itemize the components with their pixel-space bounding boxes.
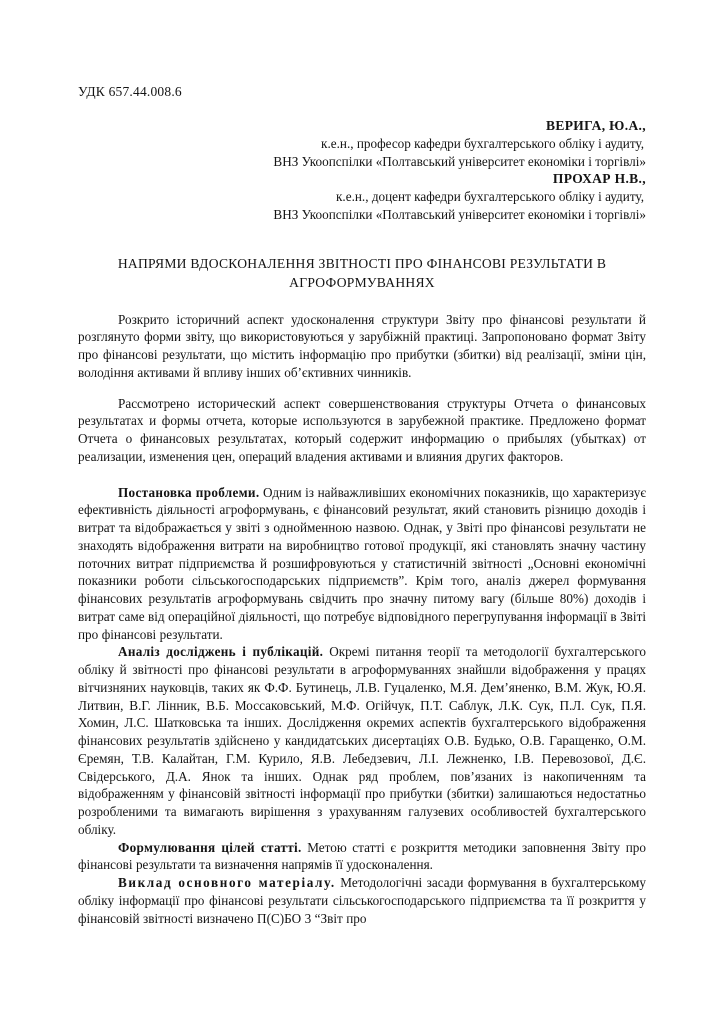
section-main-material: [78, 874, 646, 927]
section-article-goals: [78, 839, 646, 875]
section-body: Одним із найважливіших економічних показників, що характеризує ефективність діяльності агроформувань, є фінансовий результат, який становить різницю доходів і витрат та відображається у звіті з однойменною назвою. Однак, у Звіті про фінансові результати не знаходять відображення витрати на виробництво готової продукції, які становлять значну частину поточних витрат підприємства й розшифровуються у статистичній звітності „Основні економічні показники роботи сільськогосподарських підприємств”. Крім того, аналіз джерел формування фінансових результатів агроформувань свідчить про значну питому вагу (більше 80%) доходів і витрат саме від операційної діяльності, що потребує відповідного перегрупування інформації в Звіті про фінансові результати.: [78, 484, 646, 642]
section-body: Окремі питання теорії та методології бухгалтерського обліку й звітності про фінансові результати в агроформуваннях знайшли відображення у працях вітчизняних науковців, таких як Ф.Ф. Бутинець, Л.В. Гуцаленко, М.Я. Дем’яненко, В.М. Жук, Ю.Я. Литвин, В.Г. Лінник, В.Б. Моссаковський, М.Ф. Огійчук, П.Т. Саблук, Л.К. Сук, П.Л. Сук, П.Я. Хомин, Л.С. Шатковська та інших. Дослідження окремих аспектів бухгалтерського відображення фінансових результатів здійснено у кандидатських дисертаціях О.В. Будько, О.В. Гаращенко, О.М. Єремян, Т.В. Калайтан, Г.М. Курило, Я.В. Лебедзевич, Л.І. Лежненко, І.В. Перевозової, Д.Є. Свідерського, Д.А. Янок та інших. Однак ряд проблем, пов’язаних із накопиченням та відображенням у фінансовій звітності інформації про прибутки (збитки) залишаються недостатньо розробленими та вимагають вирішення з урахуванням галузевих особливостей бухгалтерського обліку.: [78, 644, 646, 837]
author-entry-2: [78, 170, 646, 224]
author-affiliation: ВНЗ Укоопспілки «Полтавський університет економіки і торгівлі»: [273, 153, 646, 169]
section-problem-statement: [78, 484, 646, 644]
section-heading: Виклад основного матеріалу.: [118, 875, 336, 891]
udc-code: УДК 657.44.008.6: [78, 84, 182, 99]
section-heading: Формулювання цілей статті.: [118, 839, 302, 855]
section-heading: Постановка проблеми.: [118, 484, 260, 500]
section-heading: Аналіз досліджень і публікацій.: [118, 644, 324, 660]
author-role: к.е.н., професор кафедри бухгалтерського обліку і аудиту,: [321, 135, 644, 151]
section-body: Методологічні засади формування в бухгалтерському обліку інформації про фінансові результати сільськогосподарського підприємства та її розкриття у фінансовій звітності визначено П(С)БО 3 “Звіт про: [78, 875, 646, 926]
author-affiliation: ВНЗ Укоопспілки «Полтавський університет економіки і торгівлі»: [273, 207, 646, 223]
abstract-ukrainian: Розкрито історичний аспект удосконалення структури Звіту про фінансові результати й розглянуто форми звіту, що використовуються у зарубіжній практиці. Запропоновано формат Звіту про фінансові результати, що містить інформацію про прибутки (збитки) від реалізації, зміни цін, володіння активами й впливу інших об’єктивних чинників.: [78, 311, 646, 380]
page-title: НАПРЯМИ ВДОСКОНАЛЕННЯ ЗВІТНОСТІ ПРО ФІНАНСОВІ РЕЗУЛЬТАТИ В АГРОФОРМУВАННЯХ: [117, 256, 607, 291]
abstract-russian: Рассмотрено исторический аспект совершенствования структуры Отчета о финансовых результатах и формы отчета, которые используются в зарубежной практике. Предложено формат Отчета о финансовых результатах, который содержит информацию о прибылях (убытках) от реализации, изменения цен, операций владения активами и влияния других факторов.: [78, 395, 646, 464]
section-research-analysis: [78, 643, 646, 838]
author-entry-1: [78, 117, 646, 171]
section-body: Метою статті є розкриття методики заповнення Звіту про фінансові результати та визначення напрямів її удосконалення.: [78, 839, 646, 873]
author-name: ПРОХАР Н.В.,: [552, 171, 646, 187]
author-name: ВЕРИГА, Ю.А.,: [546, 117, 646, 133]
author-block: [78, 117, 646, 224]
author-role: к.е.н., доцент кафедри бухгалтерського обліку і аудиту,: [336, 189, 644, 205]
page-content: [78, 84, 646, 927]
